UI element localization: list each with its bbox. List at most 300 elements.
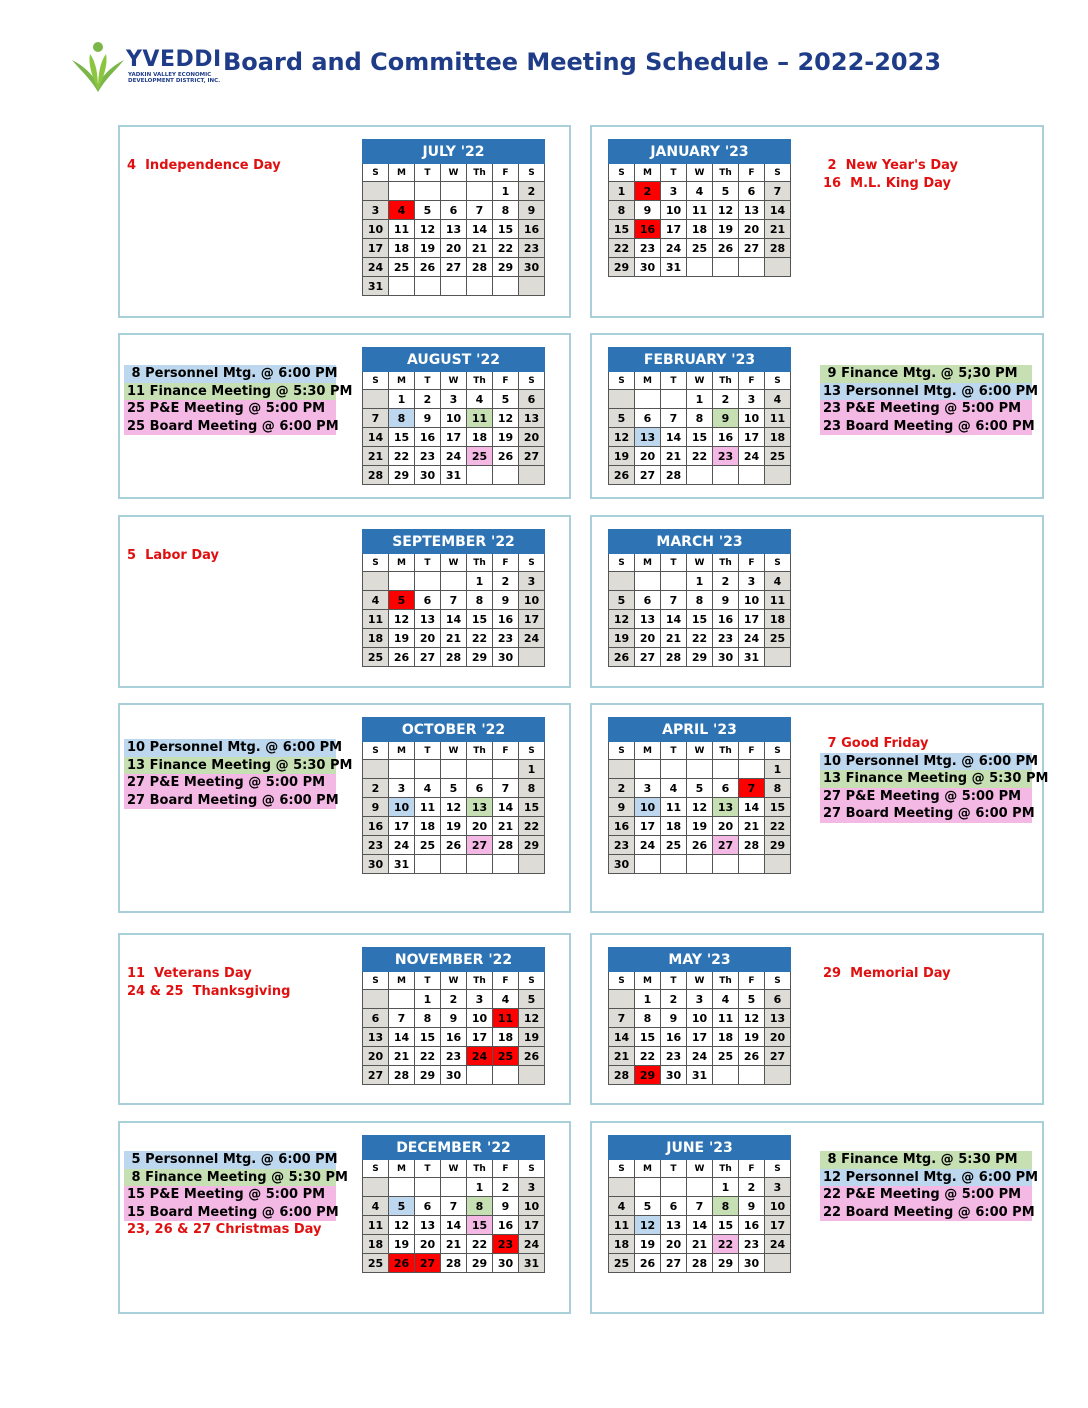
day-cell: 25 xyxy=(467,447,493,466)
day-cell: 11 xyxy=(765,591,791,610)
month-title: JUNE '23 xyxy=(609,1136,791,1160)
weekday-label: S xyxy=(519,554,545,572)
day-cell: 30 xyxy=(739,1254,765,1273)
day-cell: 24 xyxy=(739,629,765,648)
empty-cell xyxy=(713,855,739,874)
day-cell: 6 xyxy=(739,182,765,201)
day-cell: 6 xyxy=(713,779,739,798)
weekday-label: W xyxy=(441,372,467,390)
day-cell: 31 xyxy=(739,648,765,667)
empty-cell xyxy=(519,277,545,296)
day-cell: 16 xyxy=(635,220,661,239)
day-cell: 11 xyxy=(493,1009,519,1028)
day-cell: 27 xyxy=(415,648,441,667)
day-cell: 25 xyxy=(765,629,791,648)
day-cell: 27 xyxy=(713,836,739,855)
day-cell: 14 xyxy=(441,1216,467,1235)
day-cell: 23 xyxy=(739,1235,765,1254)
day-cell: 14 xyxy=(363,428,389,447)
day-cell: 29 xyxy=(687,648,713,667)
day-cell: 18 xyxy=(467,428,493,447)
day-cell: 7 xyxy=(739,779,765,798)
day-cell: 25 xyxy=(363,648,389,667)
day-cell: 1 xyxy=(467,572,493,591)
empty-cell xyxy=(415,760,441,779)
day-cell: 30 xyxy=(493,1254,519,1273)
day-cell: 14 xyxy=(765,201,791,220)
month-notes xyxy=(820,1151,1039,1221)
day-cell: 10 xyxy=(441,409,467,428)
day-cell: 18 xyxy=(713,1028,739,1047)
day-cell: 8 xyxy=(467,591,493,610)
month-block xyxy=(118,703,571,913)
day-cell: 15 xyxy=(713,1216,739,1235)
day-cell: 5 xyxy=(493,390,519,409)
day-cell: 13 xyxy=(765,1009,791,1028)
empty-cell xyxy=(389,182,415,201)
weekday-label: W xyxy=(441,554,467,572)
day-cell: 30 xyxy=(363,855,389,874)
meeting-note: 25 Board Meeting @ 6:00 PM xyxy=(124,418,336,436)
day-cell: 28 xyxy=(609,1066,635,1085)
weekday-label: M xyxy=(389,742,415,760)
weekday-label: F xyxy=(493,742,519,760)
day-cell: 15 xyxy=(415,1028,441,1047)
logo-name: YVEDDI xyxy=(126,47,222,72)
day-cell: 6 xyxy=(441,201,467,220)
day-cell: 25 xyxy=(687,239,713,258)
month-block xyxy=(590,333,1044,499)
day-cell: 26 xyxy=(635,1254,661,1273)
day-cell: 26 xyxy=(415,258,441,277)
day-cell: 18 xyxy=(363,629,389,648)
day-cell: 5 xyxy=(441,779,467,798)
weekday-label: Th xyxy=(713,164,739,182)
month-notes xyxy=(820,965,1032,983)
day-cell: 30 xyxy=(415,466,441,485)
day-cell: 20 xyxy=(363,1047,389,1066)
weekday-label: S xyxy=(519,372,545,390)
empty-cell xyxy=(661,760,687,779)
month-calendar xyxy=(362,947,545,1085)
day-cell: 5 xyxy=(609,409,635,428)
day-cell: 22 xyxy=(389,447,415,466)
day-cell: 17 xyxy=(519,1216,545,1235)
day-cell: 25 xyxy=(389,258,415,277)
day-cell: 16 xyxy=(363,817,389,836)
day-cell: 30 xyxy=(441,1066,467,1085)
day-cell: 11 xyxy=(363,610,389,629)
month-title: FEBRUARY '23 xyxy=(609,348,791,372)
empty-cell xyxy=(389,1178,415,1197)
day-cell: 12 xyxy=(389,1216,415,1235)
day-cell: 10 xyxy=(467,1009,493,1028)
weekday-label: M xyxy=(389,1160,415,1178)
day-cell: 5 xyxy=(687,779,713,798)
day-cell: 26 xyxy=(441,836,467,855)
day-cell: 17 xyxy=(441,428,467,447)
weekday-label: F xyxy=(739,554,765,572)
month-notes xyxy=(820,157,1032,192)
weekday-label: F xyxy=(739,1160,765,1178)
weekday-label: F xyxy=(493,1160,519,1178)
empty-cell xyxy=(467,182,493,201)
weekday-label: S xyxy=(519,742,545,760)
day-cell: 30 xyxy=(493,648,519,667)
weekday-label: W xyxy=(687,742,713,760)
empty-cell xyxy=(363,182,389,201)
day-cell: 2 xyxy=(415,390,441,409)
day-cell: 5 xyxy=(713,182,739,201)
day-cell: 9 xyxy=(493,1197,519,1216)
day-cell: 27 xyxy=(415,1254,441,1273)
day-cell: 23 xyxy=(713,629,739,648)
day-cell: 22 xyxy=(765,817,791,836)
empty-cell xyxy=(739,258,765,277)
day-cell: 17 xyxy=(765,1216,791,1235)
day-cell: 4 xyxy=(493,990,519,1009)
day-cell: 23 xyxy=(661,1047,687,1066)
day-cell: 2 xyxy=(713,390,739,409)
empty-cell xyxy=(713,258,739,277)
day-cell: 8 xyxy=(493,201,519,220)
day-cell: 24 xyxy=(739,447,765,466)
weekday-label: W xyxy=(441,164,467,182)
empty-cell xyxy=(635,760,661,779)
day-cell: 24 xyxy=(519,629,545,648)
weekday-label: T xyxy=(415,1160,441,1178)
weekday-label: T xyxy=(661,554,687,572)
weekday-label: S xyxy=(609,372,635,390)
day-cell: 15 xyxy=(519,798,545,817)
day-cell: 30 xyxy=(609,855,635,874)
day-cell: 26 xyxy=(389,1254,415,1273)
day-cell: 15 xyxy=(467,1216,493,1235)
weekday-label: S xyxy=(519,972,545,990)
day-cell: 30 xyxy=(519,258,545,277)
weekday-label: S xyxy=(609,742,635,760)
meeting-note: 23 P&E Meeting @ 5:00 PM xyxy=(820,400,1032,418)
day-cell: 28 xyxy=(661,648,687,667)
empty-cell xyxy=(363,572,389,591)
weekday-label: T xyxy=(661,742,687,760)
weekday-label: Th xyxy=(467,164,493,182)
month-block xyxy=(590,125,1044,318)
day-cell: 3 xyxy=(687,990,713,1009)
day-cell: 3 xyxy=(635,779,661,798)
day-cell: 6 xyxy=(635,591,661,610)
day-cell: 23 xyxy=(609,836,635,855)
weekday-label: T xyxy=(661,372,687,390)
month-title: DECEMBER '22 xyxy=(363,1136,545,1160)
day-cell: 8 xyxy=(687,591,713,610)
meeting-note: 23 Board Meeting @ 6:00 PM xyxy=(820,418,1032,436)
day-cell: 29 xyxy=(765,836,791,855)
meeting-note: 8 Personnel Mtg. @ 6:00 PM xyxy=(124,365,336,383)
day-cell: 20 xyxy=(415,1235,441,1254)
day-cell: 20 xyxy=(415,629,441,648)
empty-cell xyxy=(363,990,389,1009)
empty-cell xyxy=(687,760,713,779)
day-cell: 13 xyxy=(661,1216,687,1235)
day-cell: 8 xyxy=(519,779,545,798)
month-block xyxy=(590,933,1044,1105)
day-cell: 24 xyxy=(661,239,687,258)
day-cell: 9 xyxy=(441,1009,467,1028)
day-cell: 24 xyxy=(467,1047,493,1066)
day-cell: 9 xyxy=(713,409,739,428)
day-cell: 7 xyxy=(441,1197,467,1216)
day-cell: 1 xyxy=(713,1178,739,1197)
day-cell: 8 xyxy=(635,1009,661,1028)
day-cell: 15 xyxy=(687,428,713,447)
day-cell: 7 xyxy=(467,201,493,220)
day-cell: 3 xyxy=(739,572,765,591)
day-cell: 18 xyxy=(493,1028,519,1047)
day-cell: 1 xyxy=(687,572,713,591)
day-cell: 31 xyxy=(441,466,467,485)
day-cell: 12 xyxy=(519,1009,545,1028)
day-cell: 4 xyxy=(765,390,791,409)
day-cell: 4 xyxy=(713,990,739,1009)
day-cell: 9 xyxy=(609,798,635,817)
day-cell: 18 xyxy=(415,817,441,836)
empty-cell xyxy=(441,277,467,296)
day-cell: 12 xyxy=(687,798,713,817)
day-cell: 14 xyxy=(389,1028,415,1047)
holiday-note: 29 Memorial Day xyxy=(823,966,951,981)
day-cell: 15 xyxy=(635,1028,661,1047)
meeting-note: 12 Personnel Mtg. @ 6:00 PM xyxy=(820,1169,1032,1187)
weekday-label: Th xyxy=(467,554,493,572)
meeting-note: 5 Personnel Mtg. @ 6:00 PM xyxy=(124,1151,336,1169)
empty-cell xyxy=(739,760,765,779)
empty-cell xyxy=(519,1066,545,1085)
day-cell: 24 xyxy=(519,1235,545,1254)
day-cell: 22 xyxy=(467,1235,493,1254)
day-cell: 30 xyxy=(661,1066,687,1085)
empty-cell xyxy=(519,466,545,485)
weekday-label: Th xyxy=(467,742,493,760)
weekday-label: W xyxy=(687,972,713,990)
empty-cell xyxy=(389,572,415,591)
day-cell: 2 xyxy=(635,182,661,201)
weekday-label: Th xyxy=(467,1160,493,1178)
day-cell: 23 xyxy=(493,1235,519,1254)
weekday-label: M xyxy=(635,554,661,572)
month-notes xyxy=(124,365,353,435)
day-cell: 5 xyxy=(635,1197,661,1216)
weekday-label: T xyxy=(415,554,441,572)
day-cell: 19 xyxy=(493,428,519,447)
day-cell: 7 xyxy=(661,409,687,428)
day-cell: 19 xyxy=(713,220,739,239)
empty-cell xyxy=(467,1066,493,1085)
day-cell: 23 xyxy=(363,836,389,855)
day-cell: 11 xyxy=(687,201,713,220)
day-cell: 25 xyxy=(609,1254,635,1273)
day-cell: 12 xyxy=(609,428,635,447)
day-cell: 24 xyxy=(765,1235,791,1254)
weekday-label: Th xyxy=(467,372,493,390)
day-cell: 29 xyxy=(467,648,493,667)
day-cell: 29 xyxy=(635,1066,661,1085)
empty-cell xyxy=(739,855,765,874)
holiday-note: 11 Veterans Day xyxy=(127,966,252,981)
meeting-note: 25 P&E Meeting @ 5:00 PM xyxy=(124,400,336,418)
day-cell: 2 xyxy=(519,182,545,201)
day-cell: 21 xyxy=(661,629,687,648)
day-cell: 19 xyxy=(415,239,441,258)
day-cell: 5 xyxy=(609,591,635,610)
day-cell: 4 xyxy=(415,779,441,798)
day-cell: 22 xyxy=(467,629,493,648)
day-cell: 24 xyxy=(441,447,467,466)
day-cell: 2 xyxy=(713,572,739,591)
empty-cell xyxy=(609,990,635,1009)
weekday-label: S xyxy=(609,1160,635,1178)
day-cell: 14 xyxy=(493,798,519,817)
holiday-note: 5 Labor Day xyxy=(127,548,219,563)
weekday-label: T xyxy=(415,372,441,390)
day-cell: 22 xyxy=(635,1047,661,1066)
empty-cell xyxy=(441,855,467,874)
day-cell: 30 xyxy=(635,258,661,277)
meeting-note: 27 P&E Meeting @ 5:00 PM xyxy=(820,788,1032,806)
month-block xyxy=(590,1121,1044,1314)
day-cell: 21 xyxy=(389,1047,415,1066)
weekday-label: M xyxy=(389,372,415,390)
month-calendar xyxy=(362,529,545,667)
month-title: AUGUST '22 xyxy=(363,348,545,372)
weekday-label: S xyxy=(765,372,791,390)
meeting-note: 13 Finance Meeting @ 5:30 PM xyxy=(820,770,1032,788)
empty-cell xyxy=(493,277,519,296)
empty-cell xyxy=(609,390,635,409)
weekday-label: Th xyxy=(713,972,739,990)
empty-cell xyxy=(415,277,441,296)
day-cell: 7 xyxy=(441,591,467,610)
day-cell: 15 xyxy=(467,610,493,629)
day-cell: 14 xyxy=(661,428,687,447)
empty-cell xyxy=(415,855,441,874)
day-cell: 19 xyxy=(389,1235,415,1254)
day-cell: 4 xyxy=(609,1197,635,1216)
empty-cell xyxy=(519,648,545,667)
month-calendar xyxy=(608,529,791,667)
empty-cell xyxy=(467,760,493,779)
day-cell: 16 xyxy=(713,610,739,629)
day-cell: 22 xyxy=(415,1047,441,1066)
day-cell: 16 xyxy=(661,1028,687,1047)
empty-cell xyxy=(363,760,389,779)
month-block xyxy=(118,1121,571,1314)
day-cell: 23 xyxy=(493,629,519,648)
day-cell: 17 xyxy=(661,220,687,239)
weekday-label: M xyxy=(635,372,661,390)
holiday-note: 4 Independence Day xyxy=(127,158,281,173)
day-cell: 26 xyxy=(493,447,519,466)
empty-cell xyxy=(661,572,687,591)
empty-cell xyxy=(635,572,661,591)
day-cell: 1 xyxy=(493,182,519,201)
day-cell: 21 xyxy=(441,1235,467,1254)
day-cell: 6 xyxy=(765,990,791,1009)
month-block xyxy=(590,515,1044,688)
empty-cell xyxy=(765,855,791,874)
day-cell: 29 xyxy=(415,1066,441,1085)
day-cell: 3 xyxy=(441,390,467,409)
weekday-label: S xyxy=(609,554,635,572)
weekday-label: S xyxy=(363,164,389,182)
weekday-label: Th xyxy=(713,1160,739,1178)
weekday-label: T xyxy=(661,972,687,990)
day-cell: 24 xyxy=(635,836,661,855)
month-calendar xyxy=(608,139,791,277)
day-cell: 21 xyxy=(609,1047,635,1066)
day-cell: 11 xyxy=(661,798,687,817)
day-cell: 5 xyxy=(389,591,415,610)
weekday-label: Th xyxy=(713,372,739,390)
day-cell: 4 xyxy=(765,572,791,591)
day-cell: 23 xyxy=(713,447,739,466)
weekday-label: S xyxy=(363,554,389,572)
holiday-note: 16 M.L. King Day xyxy=(823,175,952,191)
day-cell: 1 xyxy=(519,760,545,779)
weekday-label: S xyxy=(363,742,389,760)
day-cell: 9 xyxy=(713,591,739,610)
day-cell: 1 xyxy=(415,990,441,1009)
day-cell: 28 xyxy=(389,1066,415,1085)
meeting-note: 27 Board Meeting @ 6:00 PM xyxy=(124,792,336,810)
month-notes xyxy=(124,965,336,1000)
weekday-label: F xyxy=(739,164,765,182)
month-calendar xyxy=(608,347,791,485)
day-cell: 1 xyxy=(467,1178,493,1197)
day-cell: 15 xyxy=(493,220,519,239)
day-cell: 29 xyxy=(519,836,545,855)
weekday-label: F xyxy=(739,972,765,990)
day-cell: 28 xyxy=(739,836,765,855)
day-cell: 17 xyxy=(363,239,389,258)
weekday-label: M xyxy=(635,742,661,760)
day-cell: 12 xyxy=(739,1009,765,1028)
day-cell: 25 xyxy=(415,836,441,855)
day-cell: 13 xyxy=(713,798,739,817)
empty-cell xyxy=(389,990,415,1009)
day-cell: 8 xyxy=(467,1197,493,1216)
day-cell: 10 xyxy=(765,1197,791,1216)
weekday-label: M xyxy=(635,164,661,182)
weekday-label: S xyxy=(765,164,791,182)
day-cell: 3 xyxy=(363,201,389,220)
day-cell: 6 xyxy=(519,390,545,409)
month-notes xyxy=(124,547,336,565)
day-cell: 29 xyxy=(467,1254,493,1273)
day-cell: 24 xyxy=(363,258,389,277)
day-cell: 28 xyxy=(493,836,519,855)
day-cell: 7 xyxy=(609,1009,635,1028)
day-cell: 21 xyxy=(441,629,467,648)
weekday-label: Th xyxy=(713,742,739,760)
logo-subtitle: YADKIN VALLEY ECONOMIC DEVELOPMENT DISTRICT, INC. xyxy=(128,72,221,84)
empty-cell xyxy=(687,1178,713,1197)
holiday-note: 23, 26 & 27 Christmas Day xyxy=(127,1222,322,1237)
day-cell: 16 xyxy=(441,1028,467,1047)
day-cell: 20 xyxy=(441,239,467,258)
weekday-label: S xyxy=(609,164,635,182)
day-cell: 10 xyxy=(687,1009,713,1028)
